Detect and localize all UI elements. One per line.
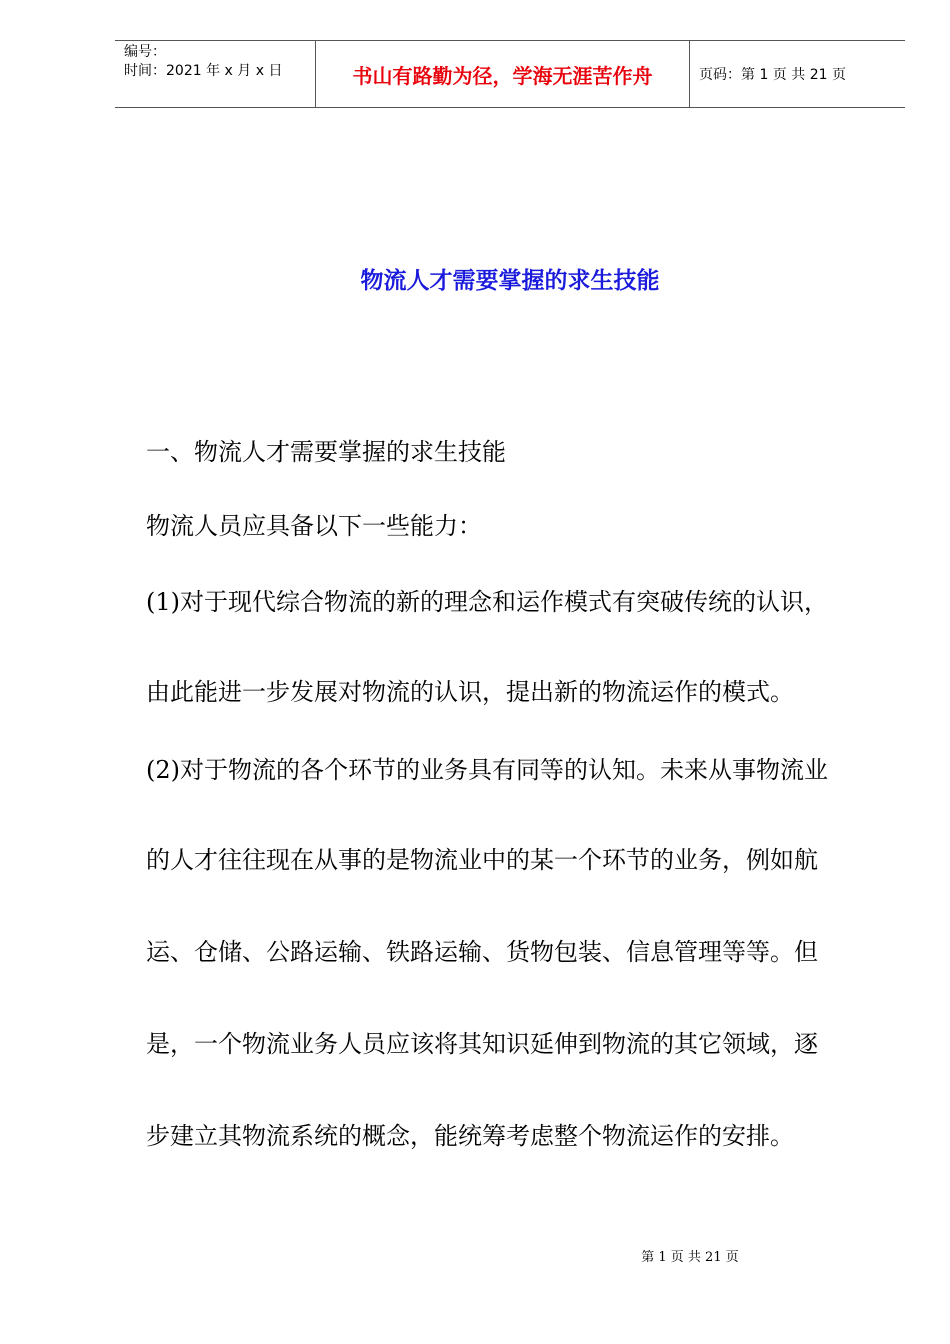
body-line: 是，一个物流业务人员应该将其知识延伸到物流的其它领域，逐 <box>146 1030 818 1058</box>
header-page-info: 页码：第 1 页 共 21 页 <box>699 67 846 83</box>
page-footer: 第 1 页 共 21 页 <box>641 1250 739 1265</box>
page-header <box>115 40 905 108</box>
document-number-label: 编号： <box>124 44 166 60</box>
body-line: 物流人员应具备以下一些能力： <box>146 512 482 540</box>
body-line: (2)对于物流的各个环节的业务具有同等的认知。未来从事物流业 <box>146 756 828 784</box>
document-title: 物流人才需要掌握的求生技能 <box>360 267 660 294</box>
body-line: (1)对于现代综合物流的新的理念和运作模式有突破传统的认识， <box>146 588 828 616</box>
section-heading: 一、物流人才需要掌握的求生技能 <box>146 438 506 466</box>
body-line: 步建立其物流系统的概念，能统筹考虑整个物流运作的安排。 <box>146 1122 794 1150</box>
header-meta <box>115 41 316 107</box>
body-line: 由此能进一步发展对物流的认识，提出新的物流运作的模式。 <box>146 678 794 706</box>
body-line: 运、仓储、公路运输、铁路运输、货物包装、信息管理等等。但 <box>146 938 818 966</box>
header-motto: 书山有路勤为径，学海无涯苦作舟 <box>316 41 690 107</box>
body-line: 的人才往往现在从事的是物流业中的某一个环节的业务，例如航 <box>146 846 818 874</box>
document-date: 时间：2021 年 x 月 x 日 <box>124 63 283 79</box>
